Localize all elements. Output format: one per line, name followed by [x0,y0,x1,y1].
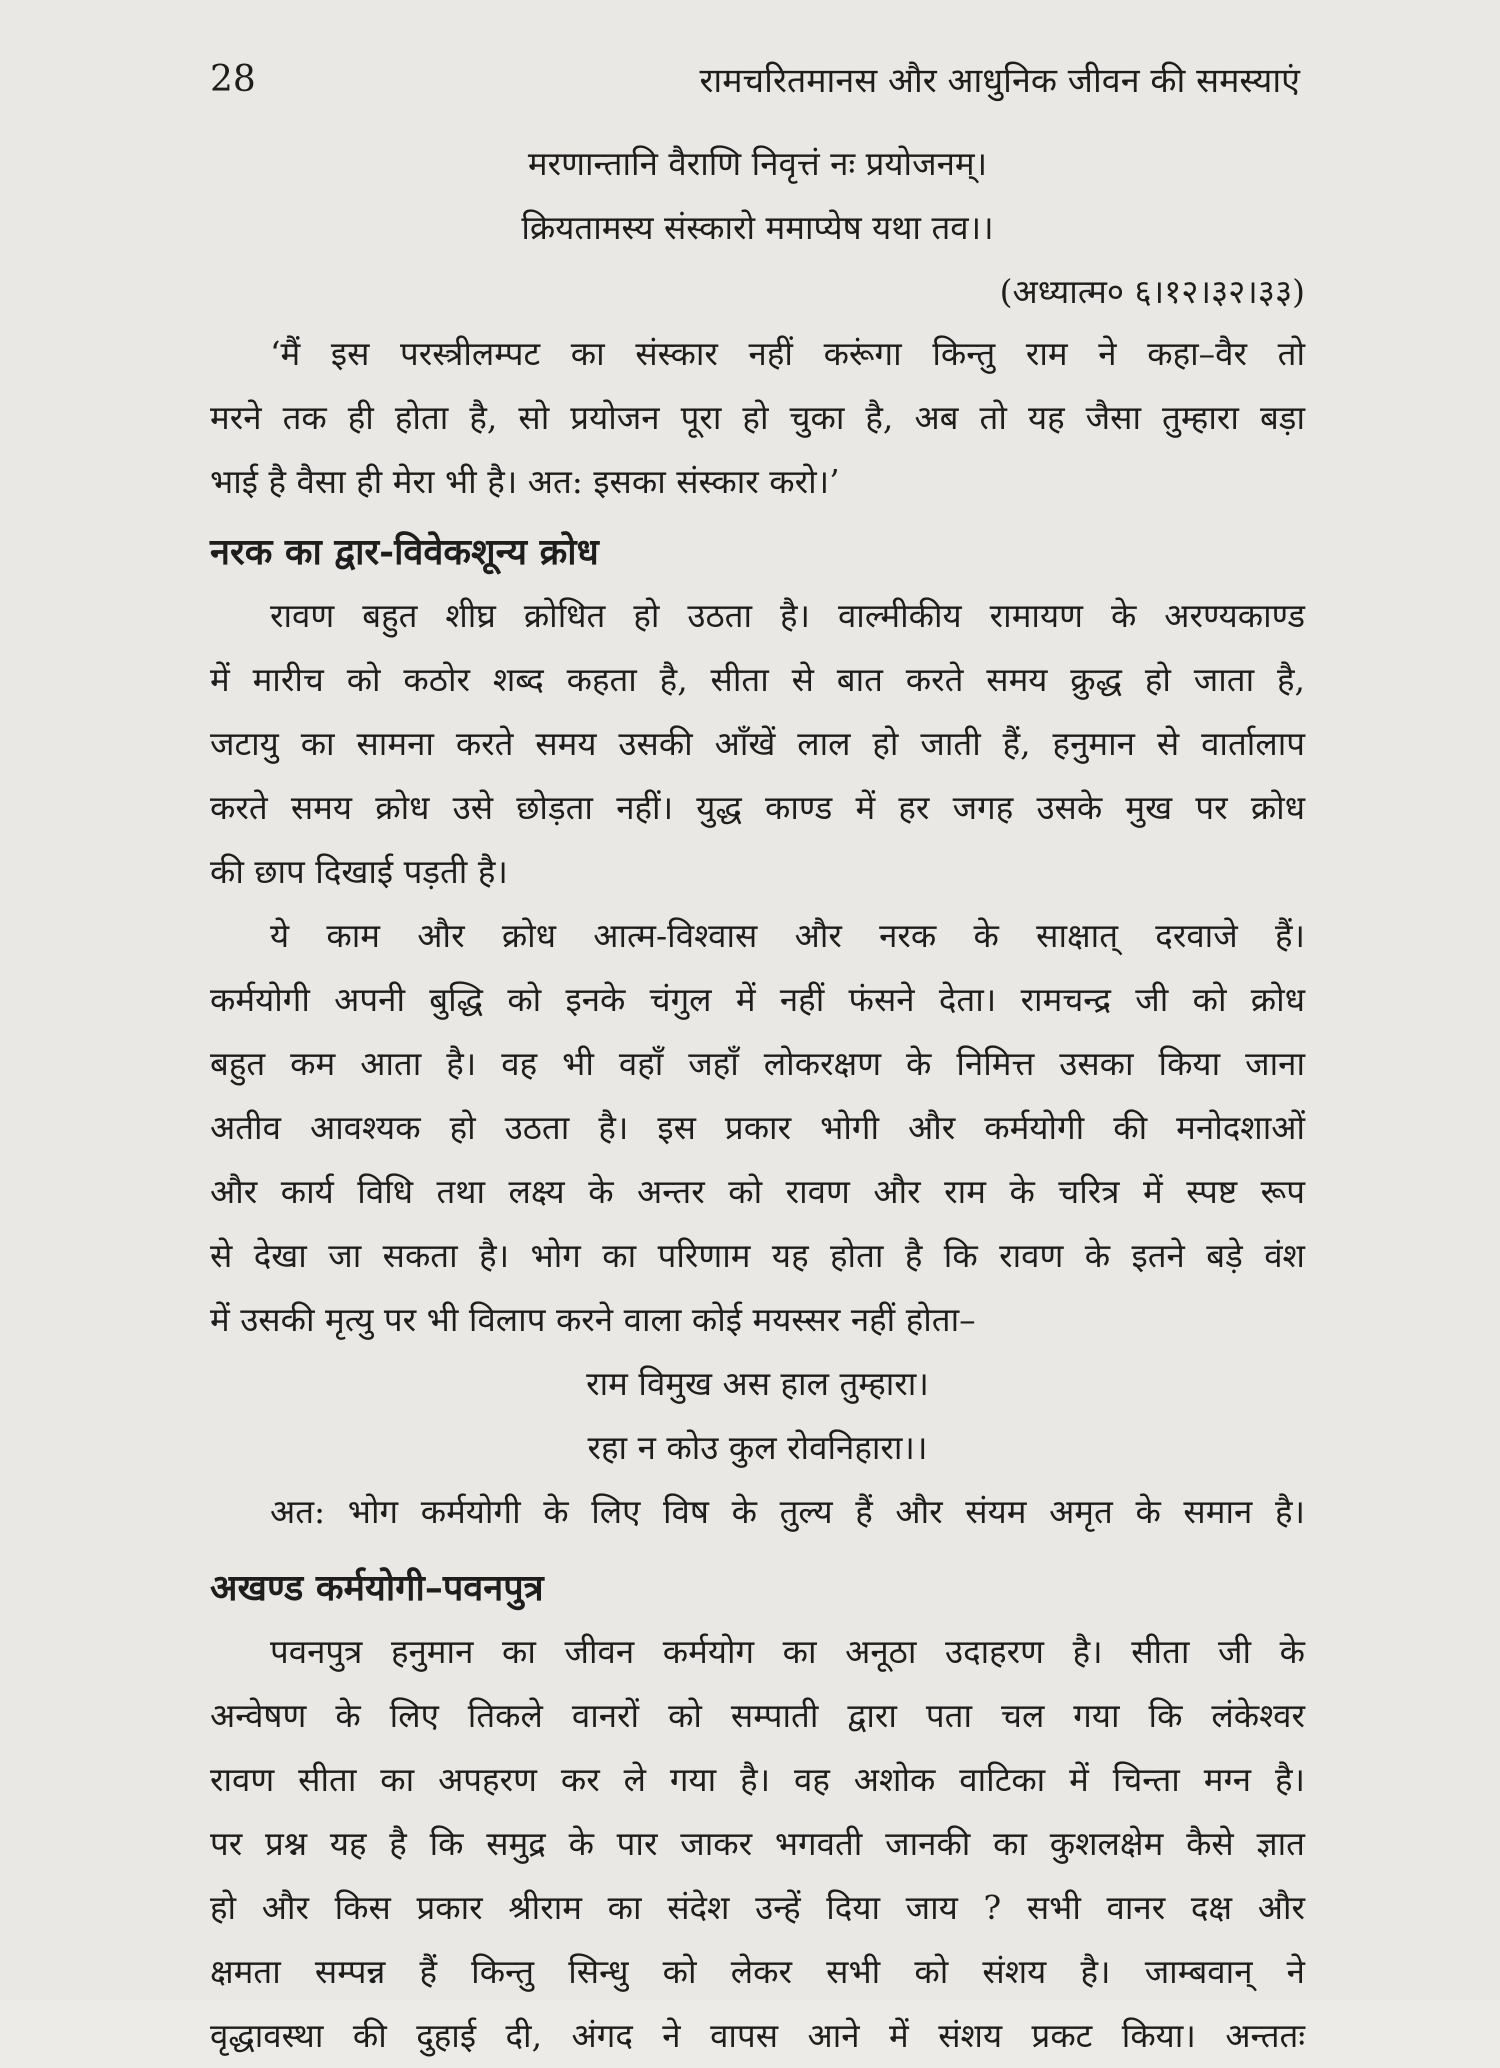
paragraph-1 [210,322,1305,514]
text-line: कर्मयोगी अपनी बुद्धि को इनके चंगुल में नहीं फंसने देता। रामचन्द्र जी को क्रोध [210,980,1305,1019]
text-line: करते समय क्रोध उसे छोड़ता नहीं। युद्ध काण्ड में हर जगह उसके मुख पर क्रोध [210,788,1305,827]
verse-line: क्रियतामस्य संस्कारो ममाप्येष यथा तव।। [521,208,994,247]
text-line: से देखा जा सकता है। भोग का परिणाम यह होता है कि रावण के इतने बड़े वंश [210,1236,1305,1275]
text-line: जटायु का सामना करते समय उसकी आँखें लाल हो जाती हैं, हनुमान से वार्तालाप [210,724,1305,763]
text-line: भाई है वैसा ही मेरा भी है। अत: इसका संस्कार करो।’ [210,462,840,501]
paragraph-5 [210,1620,1305,2068]
paragraph-3 [210,904,1305,1352]
paragraph-2 [210,584,1305,904]
page-number: 28 [210,58,256,100]
section-heading-2: अखण्ड कर्मयोगी–पवनपुत्र [210,1567,544,1609]
text-line: में उसकी मृत्यु पर भी विलाप करने वाला कोई मयस्सर नहीं होता– [210,1300,976,1339]
text-line: की छाप दिखाई पड़ती है। [210,852,508,891]
running-title: रामचरितमानस और आधुनिक जीवन की समस्याएं [699,61,1300,101]
text-line: हो और किस प्रकार श्रीराम का संदेश उन्हें दिया जाय ? सभी वानर दक्ष और [210,1888,1305,1927]
text-line: क्षमता सम्पन्न हैं किन्तु सिन्धु को लेकर सभी को संशय है। जाम्बवान् ने [210,1952,1305,1991]
text-line: अत: भोग कर्मयोगी के लिए विष के तुल्य हैं और संयम अमृत के समान है। [270,1492,1305,1531]
text-line: रावण बहुत शीघ्र क्रोधित हो उठता है। वाल्मीकीय रामायण के अरण्यकाण्ड [270,596,1305,635]
verse-line: राम विमुख अस हाल तुम्हारा। [586,1364,929,1403]
hindi-verse [210,1352,1305,1480]
page-header [210,44,1300,114]
text-line: अन्वेषण के लिए तिकले वानरों को सम्पाती द्वारा पता चल गया कि लंकेश्वर [210,1696,1305,1735]
text-line: वृद्धावस्था की दुहाई दी, अंगद ने वापस आने में संशय प्रकट किया। अन्ततः [210,2016,1305,2055]
text-line: पर प्रश्न यह है कि समुद्र के पार जाकर भगवती जानकी का कुशलक्षेम कैसे ज्ञात [210,1824,1305,1863]
text-line: मरने तक ही होता है, सो प्रयोजन पूरा हो चुका है, अब तो यह जैसा तुम्हारा बड़ा [210,398,1305,437]
paragraph-4 [210,1480,1305,1544]
verse-line: मरणान्तानि वैराणि निवृत्तं नः प्रयोजनम्। [527,144,988,183]
text-line: पवनपुत्र हनुमान का जीवन कर्मयोग का अनूठा उदाहरण है। सीता जी के [270,1632,1305,1671]
text-line: बहुत कम आता है। वह भी वहाँ जहाँ लोकरक्षण के निमित्त उसका किया जाना [210,1044,1305,1083]
text-line: में मारीच को कठोर शब्द कहता है, सीता से बात करते समय क्रुद्ध हो जाता है, [210,660,1305,699]
text-line: रावण सीता का अपहरण कर ले गया है। वह अशोक वाटिका में चिन्ता मग्न है। [210,1760,1305,1799]
text-line: अतीव आवश्यक हो उठता है। इस प्रकार भोगी और कर्मयोगी की मनोदशाओं [210,1108,1305,1147]
text-line: ये काम और क्रोध आत्म-विश्वास और नरक के साक्षात् दरवाजे हैं। [270,916,1305,955]
sanskrit-verse [210,132,1305,324]
text-line: ‘मैं इस परस्त्रीलम्पट का संस्कार नहीं करूंगा किन्तु राम ने कहा–वैर तो [270,334,1305,373]
section-heading-1: नरक का द्वार-विवेकशून्य क्रोध [210,531,599,573]
verse-reference: (अध्यात्म० ६।१२।३२।३३) [999,272,1305,311]
text-line: और कार्य विधि तथा लक्ष्य के अन्तर को रावण और राम के चरित्र में स्पष्ट रूप [210,1172,1305,1211]
verse-line: रहा न कोउ कुल रोवनिहारा।। [587,1428,928,1467]
